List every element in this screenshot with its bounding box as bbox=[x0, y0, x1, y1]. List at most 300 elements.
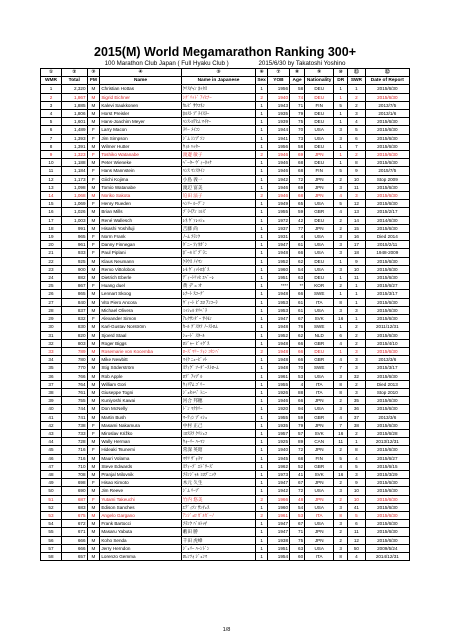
cell-name: Lennart Skoog bbox=[100, 290, 181, 298]
cell-yob: 1973 bbox=[267, 470, 289, 478]
cell-total: 755 bbox=[61, 397, 87, 405]
cell-age: 48 bbox=[290, 495, 305, 503]
cell-swr: 11 bbox=[348, 183, 365, 191]
cell-age: 63 bbox=[290, 544, 305, 552]
cell-date-of-report: 2015/3/17 bbox=[365, 364, 409, 372]
cell-name: Rosemarie von Kocemba bbox=[100, 347, 181, 355]
cell-fm: M bbox=[87, 331, 100, 339]
cell-swr: 1 bbox=[348, 438, 365, 446]
table-row bbox=[41, 224, 410, 232]
cell-nationality: JPN bbox=[305, 421, 334, 429]
cell-yob: 1948 bbox=[267, 356, 289, 364]
cell-wmr: 9 bbox=[41, 151, 62, 159]
cell-total: 698 bbox=[61, 479, 87, 487]
cell-name: Vito Piero Ancora bbox=[100, 298, 181, 306]
cell-dr: 3 bbox=[334, 372, 348, 380]
cell-name: Dietrich Eberle bbox=[100, 274, 181, 282]
cell-dr: 6 bbox=[334, 331, 348, 339]
cell-date-of-report: 2015/4/10 bbox=[365, 339, 409, 347]
table-row bbox=[41, 110, 410, 118]
cell-nationality: ITA bbox=[305, 511, 334, 519]
cell-name: Klaus Neumann bbox=[100, 257, 181, 265]
table-row bbox=[41, 495, 410, 503]
cell-dr: 4 bbox=[334, 192, 348, 200]
cell-date-of-report: 2015/6/30 bbox=[365, 503, 409, 511]
cell-nationality: USA bbox=[305, 134, 334, 142]
cell-sex: 1 bbox=[256, 520, 268, 528]
cell-nationality: JPN bbox=[305, 536, 334, 544]
cell-date-of-report: 2015/6/30 bbox=[365, 134, 409, 142]
cell-wmr: 8 bbox=[41, 142, 62, 150]
cell-sex: 1 bbox=[256, 487, 268, 495]
cell-swr: 13 bbox=[348, 208, 365, 216]
cell-nationality: USA bbox=[305, 200, 334, 208]
cell-date-of-report: 2015/6/30 bbox=[365, 528, 409, 536]
cell-total: 708 bbox=[61, 470, 87, 478]
cell-total: 867 bbox=[61, 282, 87, 290]
header-swr: SWR bbox=[348, 77, 365, 85]
cell-date-of-report: Died 2013 bbox=[365, 380, 409, 388]
cell-swr: 4 bbox=[348, 552, 365, 560]
cell-name: Stig Söderström bbox=[100, 364, 181, 372]
cell-dr: 1 bbox=[334, 85, 348, 93]
table-row bbox=[41, 208, 410, 216]
table-row bbox=[41, 298, 410, 306]
cell-total: 671 bbox=[61, 528, 87, 536]
header-number-name-jp: ⑤ bbox=[181, 69, 255, 77]
cell-age: 94 bbox=[290, 405, 305, 413]
cell-swr: 3 bbox=[348, 364, 365, 372]
cell-yob: 1952 bbox=[267, 257, 289, 265]
cell-fm: M bbox=[87, 528, 100, 536]
cell-nationality: DEU bbox=[305, 257, 334, 265]
cell-yob: 1947 bbox=[267, 528, 289, 536]
cell-name: Henry Rueden bbox=[100, 200, 181, 208]
cell-yob: 1962 bbox=[267, 462, 289, 470]
cell-sex: 1 bbox=[256, 134, 268, 142]
cell-wmr: 56 bbox=[41, 536, 62, 544]
table-row bbox=[41, 282, 410, 290]
cell-total: 961 bbox=[61, 241, 87, 249]
cell-fm: M bbox=[87, 520, 100, 528]
cell-name-jp: ｽﾃｨｸﾞ ｿｰﾀﾞｰｽﾄﾛｰﾑ bbox=[181, 364, 255, 372]
cell-name-jp: ｱﾚｸｻﾝﾀﾞｰ ｻｲﾓﾝ bbox=[181, 315, 255, 323]
cell-yob: 1938 bbox=[267, 536, 289, 544]
cell-total: 780 bbox=[61, 356, 87, 364]
cell-age: 60 bbox=[290, 552, 305, 560]
cell-age: 72 bbox=[290, 175, 305, 183]
cell-fm: M bbox=[87, 93, 100, 101]
table-row bbox=[41, 118, 410, 126]
header-dr: DR bbox=[334, 77, 348, 85]
cell-wmr: 2 bbox=[41, 93, 62, 101]
header-number-yob: ⑦ bbox=[267, 69, 289, 77]
cell-wmr: 15 bbox=[41, 200, 62, 208]
cell-sex: 1 bbox=[256, 503, 268, 511]
cell-fm: M bbox=[87, 372, 100, 380]
cell-fm: M bbox=[87, 536, 100, 544]
cell-fm: M bbox=[87, 298, 100, 306]
cell-name: Jim Reeve bbox=[100, 487, 181, 495]
cell-fm: M bbox=[87, 364, 100, 372]
cell-name: Frank Bartocci bbox=[100, 520, 181, 528]
cell-dr: 16 bbox=[334, 315, 348, 323]
page-title: 2015(M) World Megamarathon Ranking 300+ bbox=[94, 45, 356, 59]
cell-age: 59 bbox=[290, 208, 305, 216]
cell-dr: 3 bbox=[334, 134, 348, 142]
cell-dr: 2 bbox=[334, 175, 348, 183]
cell-name-jp: ﾊﾝｽ-ﾖｱﾋﾑ ﾏｲﾔｰ bbox=[181, 118, 255, 126]
cell-sex: 1 bbox=[256, 200, 268, 208]
cell-sex: 1 bbox=[256, 208, 268, 216]
cell-name-jp: ﾎﾟｰﾙ ﾋﾟﾌﾟﾗﾆ bbox=[181, 249, 255, 257]
cell-fm: M bbox=[87, 380, 100, 388]
cell-total: 965 bbox=[61, 233, 87, 241]
cell-name-jp: ｼﾞｭｾｯﾍﾟ ﾄﾆｰ bbox=[181, 388, 255, 396]
cell-sex: 1 bbox=[256, 454, 268, 462]
cell-swr: 10 bbox=[348, 265, 365, 273]
cell-age: 66 bbox=[290, 356, 305, 364]
cell-sex: 1 bbox=[256, 397, 268, 405]
cell-nationality: DEU bbox=[305, 216, 334, 224]
cell-date-of-report: 2015/6/30 bbox=[365, 183, 409, 191]
cell-dr: 8 bbox=[334, 552, 348, 560]
cell-name: Michael Olivera bbox=[100, 306, 181, 314]
cell-wmr: 18 bbox=[41, 224, 62, 232]
cell-name-jp: 藪田 勝 bbox=[181, 528, 255, 536]
cell-age: 4 bbox=[290, 233, 305, 241]
cell-sex: 1 bbox=[256, 528, 268, 536]
cell-date-of-report: Died 2014 bbox=[365, 233, 409, 241]
cell-wmr: 6 bbox=[41, 126, 62, 134]
cell-wmr: 50 bbox=[41, 487, 62, 495]
cell-date-of-report: 2015/6/30 bbox=[365, 192, 409, 200]
cell-sex: 2 bbox=[256, 495, 268, 503]
cell-dr: 2 bbox=[334, 528, 348, 536]
table-row bbox=[41, 306, 410, 314]
cell-age: 70 bbox=[290, 126, 305, 134]
cell-name: Huang duel bbox=[100, 282, 181, 290]
cell-name-jp: 千田 虎峰 bbox=[181, 536, 255, 544]
cell-sex: 1 bbox=[256, 323, 268, 331]
cell-sex: 1 bbox=[256, 175, 268, 183]
table-row bbox=[41, 347, 410, 355]
cell-dr: 16 bbox=[334, 429, 348, 437]
cell-age: 53 bbox=[290, 511, 305, 519]
cell-sex: 1 bbox=[256, 126, 268, 134]
cell-dr: 1 bbox=[334, 93, 348, 101]
cell-name-jp: ﾉｰﾑ ﾌﾗﾝｸ bbox=[181, 233, 255, 241]
cell-nationality: GBR bbox=[305, 356, 334, 364]
cell-total: 991 bbox=[61, 224, 87, 232]
cell-total: 1,393 bbox=[61, 134, 87, 142]
cell-name-jp: 木元 久生 bbox=[181, 479, 255, 487]
cell-yob: 1946 bbox=[267, 151, 289, 159]
cell-yob: 1972 bbox=[267, 216, 289, 224]
table-row bbox=[41, 372, 410, 380]
subtitle-club: 100 Marathon Club Japan ( Full Hyaku Club ) bbox=[104, 60, 229, 67]
table-row bbox=[41, 159, 410, 167]
cell-dr: 1 bbox=[334, 274, 348, 282]
cell-age: 66 bbox=[290, 347, 305, 355]
cell-wmr: 14 bbox=[41, 192, 62, 200]
cell-total: 1,489 bbox=[61, 126, 87, 134]
table-row bbox=[41, 93, 410, 101]
cell-swr: 18 bbox=[348, 249, 365, 257]
cell-name-jp: ﾍﾟｰﾀｰ ｳﾞｨｰﾈｯｹ bbox=[181, 159, 255, 167]
cell-wmr: 46 bbox=[41, 454, 62, 462]
cell-wmr: 52 bbox=[41, 503, 62, 511]
cell-age: 58 bbox=[290, 85, 305, 93]
cell-age: 42 bbox=[290, 216, 305, 224]
cell-date-of-report: 2015/6/30 bbox=[365, 224, 409, 232]
cell-fm: M bbox=[87, 470, 100, 478]
cell-nationality: CAN bbox=[305, 438, 334, 446]
cell-age: 73 bbox=[290, 134, 305, 142]
cell-swr: 5 bbox=[348, 462, 365, 470]
cell-sex: 1 bbox=[256, 306, 268, 314]
header-number-age: ⑧ bbox=[290, 69, 305, 77]
cell-name-jp: 中村 正己 bbox=[181, 421, 255, 429]
cell-dr: 4 bbox=[334, 339, 348, 347]
cell-dr: 1 bbox=[334, 159, 348, 167]
cell-fm: F bbox=[87, 249, 100, 257]
cell-fm: M bbox=[87, 110, 100, 118]
cell-total: 933 bbox=[61, 249, 87, 257]
cell-yob: 1931 bbox=[267, 233, 289, 241]
cell-nationality: DEU bbox=[305, 93, 334, 101]
cell-wmr: 26 bbox=[41, 290, 62, 298]
cell-nationality: DEU bbox=[305, 274, 334, 282]
cell-dr: 8 bbox=[334, 511, 348, 519]
table-row bbox=[41, 479, 410, 487]
cell-sex: 1 bbox=[256, 470, 268, 478]
cell-fm: M bbox=[87, 274, 100, 282]
cell-nationality: ITA bbox=[305, 380, 334, 388]
cell-wmr: 3 bbox=[41, 101, 62, 109]
header-number-sex: ⑥ bbox=[256, 69, 268, 77]
cell-date-of-report: 2015/6/30 bbox=[365, 372, 409, 380]
table-row bbox=[41, 101, 410, 109]
cell-nationality: JPN bbox=[305, 479, 334, 487]
cell-sex: 1 bbox=[256, 142, 268, 150]
cell-swr: 36 bbox=[348, 405, 365, 413]
cell-nationality: JPN bbox=[305, 495, 334, 503]
cell-nationality: SWE bbox=[305, 323, 334, 331]
cell-name-jp: ｼｭｰﾄﾞ ｽﾀｰﾙ bbox=[181, 331, 255, 339]
cell-nationality: USA bbox=[305, 249, 334, 257]
cell-fm: M bbox=[87, 216, 100, 224]
cell-sex: 1 bbox=[256, 257, 268, 265]
cell-date-of-report: Stop 2010 bbox=[365, 388, 409, 396]
table-row bbox=[41, 421, 410, 429]
cell-age: 57 bbox=[290, 429, 305, 437]
cell-age: 71 bbox=[290, 101, 305, 109]
cell-wmr: 24 bbox=[41, 274, 62, 282]
header-number-nationality: ⑨ bbox=[305, 69, 334, 77]
cell-nationality: FIN bbox=[305, 167, 334, 175]
cell-swr: 50 bbox=[348, 544, 365, 552]
cell-swr: 35 bbox=[348, 397, 365, 405]
cell-date-of-report: 2013/3/6 bbox=[365, 413, 409, 421]
cell-date-of-report: 2015/7/5 bbox=[365, 167, 409, 175]
cell-yob: 1955 bbox=[267, 413, 289, 421]
cell-dr: 2 bbox=[334, 446, 348, 454]
cell-swr: 38 bbox=[348, 421, 365, 429]
cell-age: 68 bbox=[290, 159, 305, 167]
table-row bbox=[41, 364, 410, 372]
header-number-row bbox=[41, 69, 410, 77]
cell-dr: 3 bbox=[334, 306, 348, 314]
table-row bbox=[41, 446, 410, 454]
cell-nationality: JPN bbox=[305, 397, 334, 405]
cell-age: 66 bbox=[290, 339, 305, 347]
cell-total: 1,391 bbox=[61, 142, 87, 150]
cell-dr: 3 bbox=[334, 544, 348, 552]
cell-dr: 3 bbox=[334, 126, 348, 134]
cell-date-of-report: 2015/6/30 bbox=[365, 306, 409, 314]
cell-name-jp: 渡辺 富美 bbox=[181, 183, 255, 191]
header-number-total: ② bbox=[61, 69, 87, 77]
cell-total: 1,885 bbox=[61, 101, 87, 109]
cell-name-jp: 常深 英昭 bbox=[181, 446, 255, 454]
cell-wmr: 48 bbox=[41, 470, 62, 478]
cell-total: 820 bbox=[61, 331, 87, 339]
cell-nationality: USA bbox=[305, 126, 334, 134]
cell-yob: 1956 bbox=[267, 142, 289, 150]
header-number-swr: ⑪ bbox=[348, 69, 365, 77]
cell-name: Hisao Kimoto bbox=[100, 479, 181, 487]
header-sex: Sex bbox=[257, 78, 266, 84]
cell-fm: F bbox=[87, 315, 100, 323]
table-row bbox=[41, 470, 410, 478]
cell-date-of-report: 1948-2009 bbox=[365, 249, 409, 257]
cell-sex: 1 bbox=[256, 241, 268, 249]
cell-dr: 4 bbox=[334, 462, 348, 470]
cell-yob: 1954 bbox=[267, 552, 289, 560]
cell-dr: 8 bbox=[334, 380, 348, 388]
cell-sex: 1 bbox=[256, 364, 268, 372]
cell-swr: 12 bbox=[348, 536, 365, 544]
header-number-wmr: ① bbox=[41, 69, 62, 77]
table-row bbox=[41, 331, 410, 339]
cell-date-of-report: 2009/5/24 bbox=[365, 544, 409, 552]
cell-swr: 8 bbox=[348, 446, 365, 454]
cell-name-jp: ﾛﾚﾝﾂｫ ｼﾞｪﾝﾏ bbox=[181, 552, 255, 560]
cell-wmr: 41 bbox=[41, 413, 62, 421]
cell-wmr: 13 bbox=[41, 183, 62, 191]
cell-swr: 6 bbox=[348, 520, 365, 528]
cell-nationality: SWE bbox=[305, 364, 334, 372]
cell-total: 687 bbox=[61, 495, 87, 503]
cell-name: Mauri Volama bbox=[100, 454, 181, 462]
cell-name: Peter Wieneke bbox=[100, 159, 181, 167]
cell-total: 666 bbox=[61, 544, 87, 552]
table-row bbox=[41, 528, 410, 536]
cell-total: 766 bbox=[61, 372, 87, 380]
cell-name-jp: ﾐﾛｽﾗﾌ ｸﾘｼｭｺ bbox=[181, 429, 255, 437]
table-row bbox=[41, 380, 410, 388]
cell-age: 54 bbox=[290, 503, 305, 511]
cell-fm: F bbox=[87, 126, 100, 134]
cell-fm: M bbox=[87, 118, 100, 126]
cell-age: 58 bbox=[290, 142, 305, 150]
cell-sex: 1 bbox=[256, 552, 268, 560]
cell-nationality: DEU bbox=[305, 159, 334, 167]
cell-name: Horst Preisler bbox=[100, 110, 181, 118]
cell-name-jp: ﾚﾅｰﾄ ｽｺｰｸﾞ bbox=[181, 290, 255, 298]
cell-swr: 8 bbox=[348, 159, 365, 167]
cell-name-jp: ﾚﾈ ｳﾞｧﾚｯｼｭ bbox=[181, 216, 255, 224]
cell-sex: 1 bbox=[256, 101, 268, 109]
cell-age: 68 bbox=[290, 454, 305, 462]
cell-swr: 11 bbox=[348, 528, 365, 536]
cell-name: Martin Bush bbox=[100, 413, 181, 421]
header-number-name: ④ bbox=[100, 69, 181, 77]
cell-fm: M bbox=[87, 159, 100, 167]
cell-name-jp: ｸﾗｳｽ ﾉｲﾏﾝ bbox=[181, 257, 255, 265]
cell-date-of-report: 2015/6/30 bbox=[365, 257, 409, 265]
cell-date-of-report: 2015/6/30 bbox=[365, 536, 409, 544]
cell-date-of-report: 2014/12/31 bbox=[365, 552, 409, 560]
cell-nationality: ITA bbox=[305, 298, 334, 306]
cell-sex: 1 bbox=[256, 298, 268, 306]
cell-name: Noriko Sakota bbox=[100, 192, 181, 200]
cell-name-jp: ﾌﾞﾗｲｱﾝ ﾐﾙｽﾞ bbox=[181, 208, 255, 216]
cell-yob: 1943 bbox=[267, 101, 289, 109]
cell-total: 840 bbox=[61, 298, 87, 306]
cell-fm: M bbox=[87, 356, 100, 364]
cell-name-jp: 吉藤 尚 bbox=[181, 224, 255, 232]
cell-yob: 1960 bbox=[267, 503, 289, 511]
cell-total: 741 bbox=[61, 413, 87, 421]
cell-yob: 1946 bbox=[267, 159, 289, 167]
cell-yob: 1949 bbox=[267, 200, 289, 208]
cell-yob: 1956 bbox=[267, 85, 289, 93]
cell-name: Sigrid Eichner bbox=[100, 93, 181, 101]
cell-total: 832 bbox=[61, 315, 87, 323]
cell-fm: M bbox=[87, 257, 100, 265]
cell-nationality: SVK bbox=[305, 470, 334, 478]
cell-age: 75 bbox=[290, 118, 305, 126]
cell-date-of-report: 2015/6/30 bbox=[365, 274, 409, 282]
cell-yob: 1942 bbox=[267, 487, 289, 495]
table-row bbox=[41, 257, 410, 265]
cell-swr: 6 bbox=[348, 134, 365, 142]
cell-fm: F bbox=[87, 134, 100, 142]
cell-wmr: 32 bbox=[41, 339, 62, 347]
cell-wmr: 22 bbox=[41, 257, 62, 265]
cell-fm: M bbox=[87, 85, 100, 93]
cell-swr: 5 bbox=[348, 126, 365, 134]
cell-nationality: SVK bbox=[305, 429, 334, 437]
cell-sex: 2 bbox=[256, 192, 268, 200]
cell-nationality: JPN bbox=[305, 183, 334, 191]
cell-nationality: DEU bbox=[305, 118, 334, 126]
header-number-dr: ⑩ bbox=[334, 69, 348, 77]
cell-wmr: 23 bbox=[41, 265, 62, 273]
cell-swr: 1 bbox=[348, 290, 365, 298]
cell-name-jp: ﾛｰｽﾞﾏﾘｰ ﾌｫﾝ ｺｾﾝﾊﾞ bbox=[181, 347, 255, 355]
cell-yob: 1948 bbox=[267, 290, 289, 298]
cell-nationality: DEU bbox=[305, 142, 334, 150]
table-row bbox=[41, 520, 410, 528]
table-row bbox=[41, 323, 410, 331]
cell-swr: 2 bbox=[348, 429, 365, 437]
cell-sex: 1 bbox=[256, 315, 268, 323]
cell-age: 74 bbox=[290, 93, 305, 101]
cell-date-of-report: 2015/6/30 bbox=[365, 511, 409, 519]
